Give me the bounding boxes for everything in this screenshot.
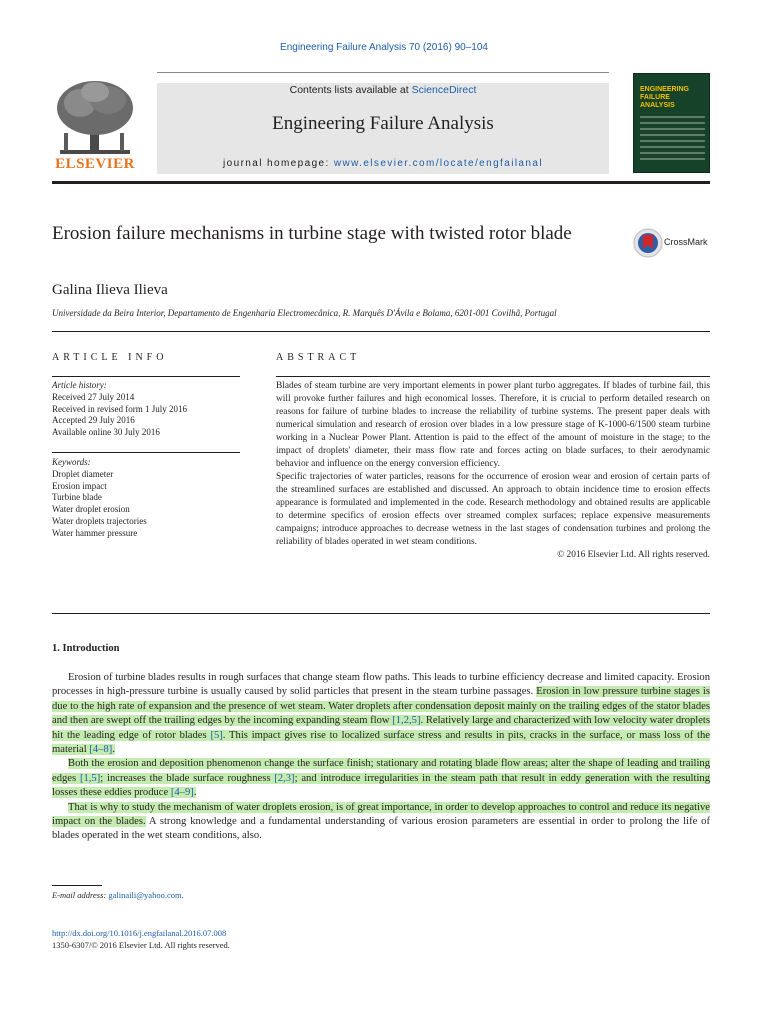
journal-homepage: [157, 158, 609, 169]
crossmark-icon: [633, 228, 663, 258]
history-accepted: Accepted 29 July 2016: [52, 415, 135, 426]
citation-link[interactable]: [4–9]: [170, 787, 194, 799]
header-divider: [52, 181, 710, 184]
intro-text: ; increases the blade surface roughness: [100, 772, 275, 784]
intro-text: A strong knowledge and a fundamental understanding of various erosion parameters are essential in order to prolong the life of blades operated in the wet steam conditions, also.: [52, 816, 710, 842]
intro-text: Erosion in low pressure turbine stages is due to the high rate of expansion and the presence of wet steam. Water droplets after condensation deposit mainly on the trailing edges of the stator blades and then are swept off the trailing edges by the incoming expanding steam flow: [52, 686, 710, 727]
citation-link[interactable]: [1,2,5]: [392, 715, 421, 727]
highlighted-text[interactable]: [52, 758, 710, 798]
homepage-link[interactable]: www.elsevier.com/locate/engfailanal: [333, 158, 543, 169]
tree-logo-icon: [50, 78, 140, 156]
crossmark-label[interactable]: CrossMark: [664, 237, 708, 247]
history-label: Article history:: [52, 380, 107, 390]
history-revised: Received in revised form 1 July 2016: [52, 403, 187, 414]
history-online: Available online 30 July 2016: [52, 427, 160, 438]
intro-text: Erosion of turbine blades results in rough surfaces that change steam flow paths. This leads to turbine efficiency decrease and limited capacity. Erosion processes in high-pressure turbine is usually caused by solid particles that present in the steam turbine passages.: [52, 672, 710, 698]
article-title: Erosion failure mechanisms in turbine stage with twisted rotor blade: [52, 223, 572, 244]
footnote-rule: [52, 885, 102, 886]
elsevier-logo-text: ELSEVIER: [55, 156, 135, 172]
citation-link[interactable]: [4–8]: [89, 744, 113, 756]
journal-header: [157, 83, 609, 174]
abstract-heading: ABSTRACT: [276, 352, 361, 363]
section-heading-introduction: 1. Introduction: [52, 643, 120, 654]
keyword-item: Droplet diameter: [52, 468, 114, 479]
intro-paragraph-2: [52, 757, 710, 800]
citation-link[interactable]: [2,3]: [274, 772, 295, 784]
title-divider: [52, 331, 710, 332]
intro-paragraph-1: [52, 671, 710, 757]
cover-decoration: [640, 116, 705, 164]
email-footnote: [52, 890, 184, 900]
sciencedirect-link[interactable]: ScienceDirect: [411, 84, 477, 96]
keywords-rule: [52, 452, 240, 453]
intro-text: ; and introduce irregularities in the steam path that result in eddy generation with the resulting losses these eddies produce: [52, 772, 710, 799]
keyword-item: Water droplet erosion: [52, 504, 130, 515]
cover-title: ENGINEERING FAILURE ANALYSIS: [640, 86, 690, 109]
journal-title: Engineering Failure Analysis: [272, 113, 494, 134]
abstract-divider: [52, 613, 710, 614]
highlighted-text[interactable]: That is why to study the mechanism of water droplets erosion, is of great importance, in order to develop approaches to control and reduce its negative impact on the blades.: [52, 801, 710, 828]
abstract-paragraph: Blades of steam turbine are very important elements in power plant turbo aggregates. If blades of turbine fail, this will provoke further failures and high economical losses. Therefore, it is crucial to perform detailed research on reasons for failure of turbine blades to increase the reliability of turbine systems. The present paper deals with numerical simulation and research of erosion over blades in a low pressure stage of K-1000-6/1500 steam turbine working in a Nuclear Power Plant. Attention is paid to the effect of the amount of moisture in the stage; to the impact of droplets' diameter, their mass flow rate and forces acting on blade surfaces, to their aerodynamic behavior and influence on the energy conversion efficiency.: [276, 381, 710, 469]
elsevier-logo: [50, 78, 140, 176]
issn-copyright: 1350-6307/© 2016 Elsevier Ltd. All rights reserved.: [52, 940, 230, 950]
doi-link[interactable]: http://dx.doi.org/10.1016/j.engfailanal.2016.07.008: [52, 928, 227, 938]
intro-paragraph-3: [52, 801, 710, 844]
author-affiliation: Universidade da Beira Interior, Departamento de Engenharia Electromecânica, R. Marquês D'Ávila e Bolama, 6201-001 Covilhã, Portugal: [52, 308, 557, 318]
keyword-item: Water droplets trajectories: [52, 515, 147, 526]
journal-cover-image: [633, 73, 710, 173]
intro-text: .: [193, 787, 197, 799]
email-link[interactable]: galinaili@yahoo.com: [108, 890, 182, 900]
intro-text: . Relatively large and characterized with low velocity water droplets hit the leading edge of rotor blades: [52, 715, 711, 741]
author-name: Galina Ilieva Ilieva: [52, 282, 168, 298]
citation-link[interactable]: [5]: [210, 729, 223, 741]
article-info-heading: ARTICLE INFO: [52, 352, 168, 363]
history-received: Received 27 July 2014: [52, 391, 135, 402]
keywords: [52, 457, 240, 540]
email-suffix: .: [181, 890, 184, 900]
contents-line: [157, 83, 609, 96]
journal-reference-link[interactable]: Engineering Failure Analysis 70 (2016) 90–104: [280, 42, 488, 53]
intro-text: .: [112, 744, 115, 756]
introduction-body: [52, 671, 710, 844]
abstract-rule: [276, 376, 710, 377]
abstract-paragraph: Specific trajectories of water particles, reasons for the occurrence of erosion wear and erosion of certain parts of the streamlined surfaces are established and discussed. An approach to obtain incidence time to erosion effects appearance is formulated and implemented in the code. Research methodology and obtained results are applicable to determine specifics of erosion effects over streamed complex surfaces; replace expensive measurements campaigns; introduce approaches to decrease wetness in the last stages of condensation turbines and prolong the reliability of blades operated in wet steam conditions.: [276, 472, 710, 547]
article-info-rule: [52, 376, 240, 377]
header-top-rule: [157, 72, 609, 73]
article-history: [52, 380, 240, 439]
intro-text: Both the erosion and deposition phenomenon change the surface finish; stationary and rotating blade flow areas; alter the shape of leading and trailing edges: [52, 758, 710, 784]
intro-text: . This impact gives rise to localized surface stress and results in pits, cracks in the surface, or mass loss of the material: [52, 729, 710, 756]
homepage-prefix: journal homepage:: [223, 158, 334, 169]
abstract-copyright: © 2016 Elsevier Ltd. All rights reserved.: [557, 550, 710, 560]
keywords-label: Keywords:: [52, 457, 91, 467]
email-label: E-mail address:: [52, 890, 107, 900]
keyword-item: Erosion impact: [52, 480, 107, 491]
abstract-body: [276, 380, 710, 562]
citation-link[interactable]: [1,5]: [79, 772, 101, 784]
contents-prefix: Contents lists available at: [289, 84, 412, 96]
keyword-item: Water hammer pressure: [52, 527, 138, 538]
keyword-item: Turbine blade: [52, 492, 102, 503]
